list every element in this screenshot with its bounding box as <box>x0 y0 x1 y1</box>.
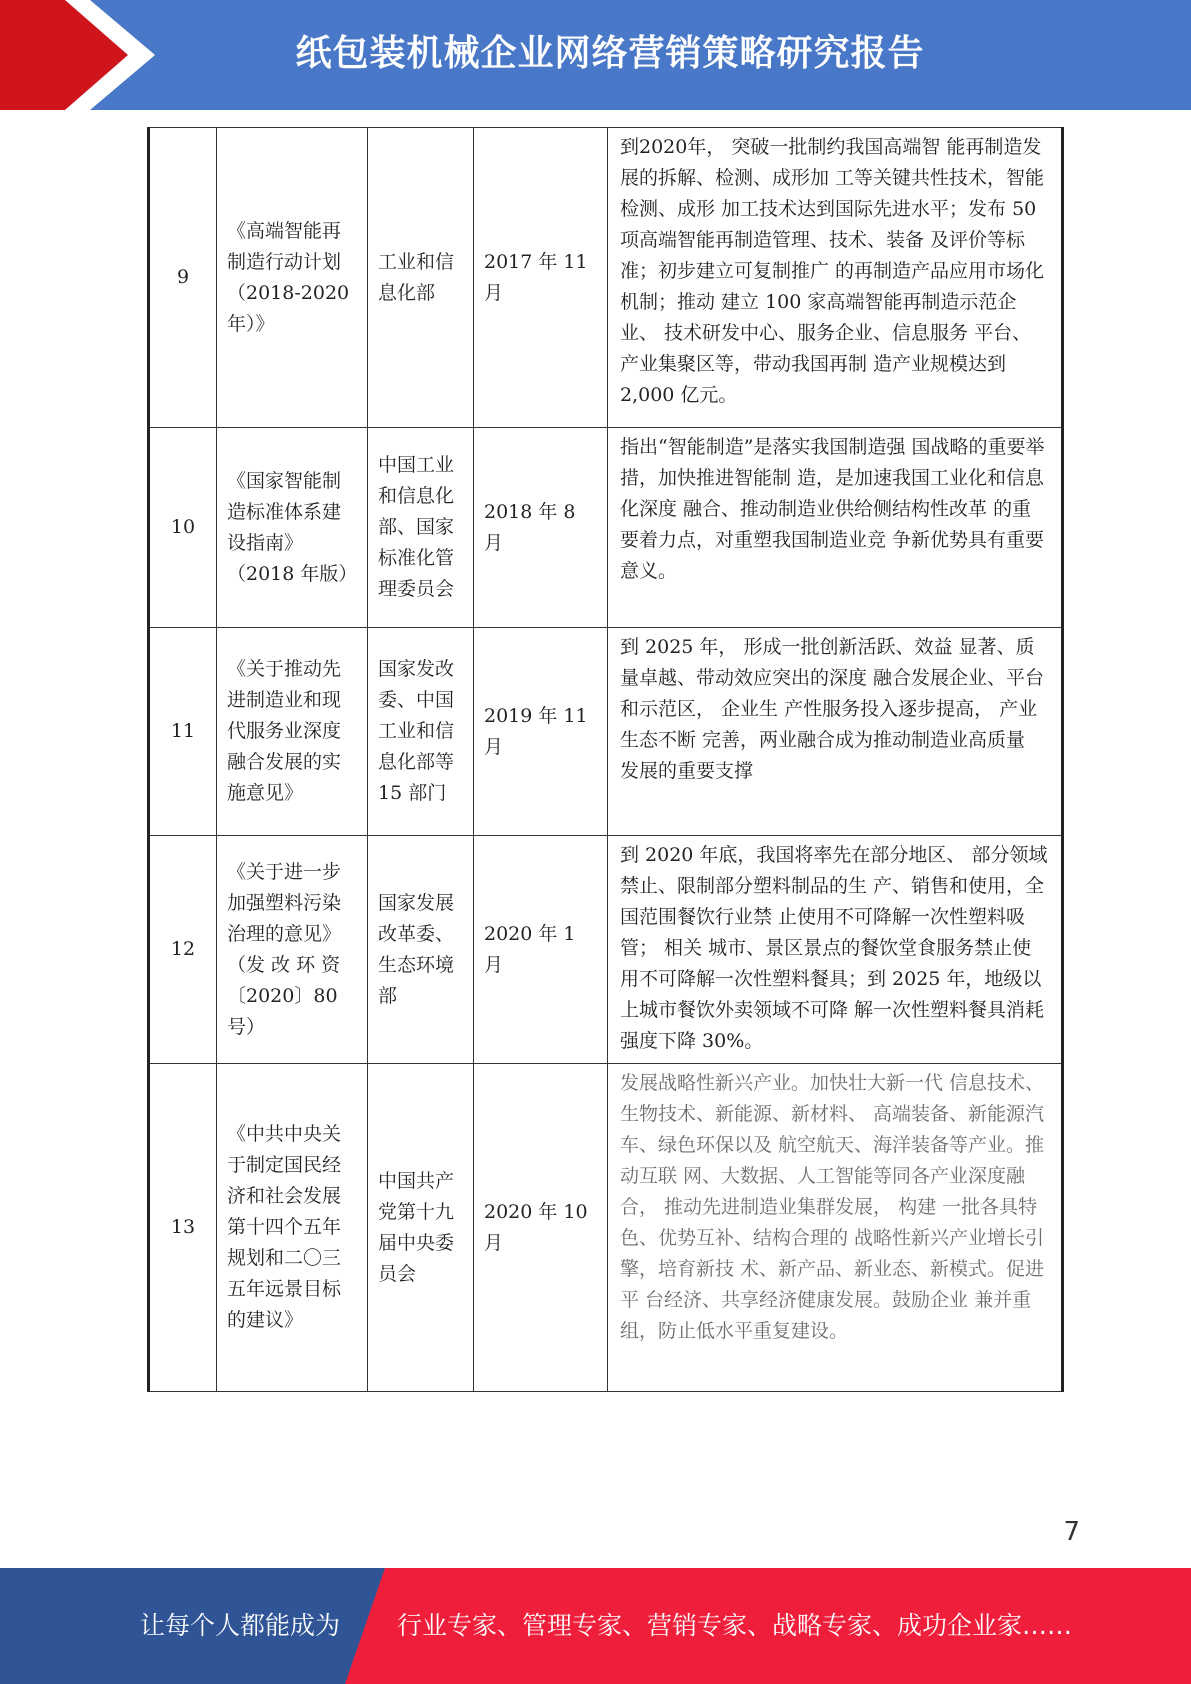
policy-name: 《国家智能制造标准体系建设指南》（2018 年版） <box>217 428 368 628</box>
policy-table <box>147 127 1064 1392</box>
table-row <box>149 836 1063 1064</box>
policy-content: 到2020年， 突破一批制约我国高端智 能再制造发展的拆解、检测、成形加 工等关键共性技术，智能检测、成形 加工技术达到国际先进水平；发布 50 项高端智能再制造管理、技术、装备 及评价等标准；初步建立可复制推广 的再制造产品应用市场化机制；推动 建立 100 家高端智能再制造示范企业、 技术研发中心、服务企业、信息服务 平台、产业集聚区等，带动我国再制 造产业规模达到 2,000 亿元。 <box>608 128 1063 428</box>
issue-date: 2017 年 11 月 <box>474 128 608 428</box>
issue-date: 2018 年 8 月 <box>474 428 608 628</box>
issuing-department: 国家发展改革委、生态环境部 <box>368 836 474 1064</box>
table-row <box>149 128 1063 428</box>
policy-content: 到 2020 年底，我国将率先在部分地区、 部分领域禁止、限制部分塑料制品的生 产、销售和使用，全国范围餐饮行业禁 止使用不可降解一次性塑料吸管； 相关 城市、景区景点的餐饮堂食服务禁止使用不可降解一次性塑料餐具；到 2025 年，地级以上城市餐饮外卖领域不可降 解一次性塑料餐具消耗强度下降 30%。 <box>608 836 1063 1064</box>
page-footer <box>0 1568 1191 1684</box>
row-number: 11 <box>149 628 217 836</box>
issuing-department: 国家发改委、中国工业和信息化部等 15 部门 <box>368 628 474 836</box>
policy-name: 《高端智能再制造行动计划（2018-2020年）》 <box>217 128 368 428</box>
footer-slogan-right: 行业专家、管理专家、营销专家、战略专家、成功企业家…… <box>397 1611 1073 1640</box>
row-number: 12 <box>149 836 217 1064</box>
footer-slogan-left: 让每个人都能成为 <box>140 1611 341 1640</box>
policy-content: 发展战略性新兴产业。加快壮大新一代 信息技术、生物技术、新能源、新材料、 高端装备、新能源汽车、绿色环保以及 航空航天、海洋装备等产业。推动互联 网、大数据、人工智能等同各产业深度融合， 推动先进制造业集群发展， 构建 一批各具特色、优势互补、结构合理的 战略性新兴产业增长引擎，培育新技 术、新产品、新业态、新模式。促进平 台经济、共享经济健康发展。鼓励企业 兼并重组，防止低水平重复建设。 <box>608 1064 1063 1392</box>
table-row <box>149 628 1063 836</box>
policy-name: 《中共中央关 于制定国民经 济和社会发展 第十四个五年 规划和二〇三五年远景目标 的建议》 <box>217 1064 368 1392</box>
issuing-department: 中国工业和信息化部、国家标准化管理委员会 <box>368 428 474 628</box>
issue-date: 2020 年 1 月 <box>474 836 608 1064</box>
table-row <box>149 428 1063 628</box>
policy-content: 到 2025 年， 形成一批创新活跃、效益 显著、质量卓越、带动效应突出的深度 融合发展企业、平台和示范区， 企业生 产性服务投入逐步提高， 产业生态不断 完善，两业融合成为推动制造业高质量 发展的重要支撑 <box>608 628 1063 836</box>
issue-date: 2019 年 11 月 <box>474 628 608 836</box>
row-number: 9 <box>149 128 217 428</box>
page-header <box>0 0 1191 110</box>
issuing-department: 中国共产党第十九届中央委员会 <box>368 1064 474 1392</box>
header-red-chevron-icon <box>0 0 130 110</box>
row-number: 10 <box>149 428 217 628</box>
issuing-department: 工业和信息化部 <box>368 128 474 428</box>
table-row <box>149 1064 1063 1392</box>
issue-date: 2020 年 10 月 <box>474 1064 608 1392</box>
report-title: 纸包装机械企业网络营销策略研究报告 <box>295 33 925 74</box>
page-number: 7 <box>1063 1517 1080 1547</box>
row-number: 13 <box>149 1064 217 1392</box>
policy-name: 《关于推动先 进制造业和现 代服务业深度 融合发展的实 施意见》 <box>217 628 368 836</box>
policy-name: 《关于进一步 加强塑料污染 治理的意见》（发 改 环 资 〔2020〕80 号） <box>217 836 368 1064</box>
policy-content: 指出“智能制造”是落实我国制造强 国战略的重要举措，加快推进智能制 造，是加速我国工业化和信息化深度 融合、推动制造业供给侧结构性改革 的重要着力点，对重塑我国制造业竞 争新优势具有重要意义。 <box>608 428 1063 628</box>
